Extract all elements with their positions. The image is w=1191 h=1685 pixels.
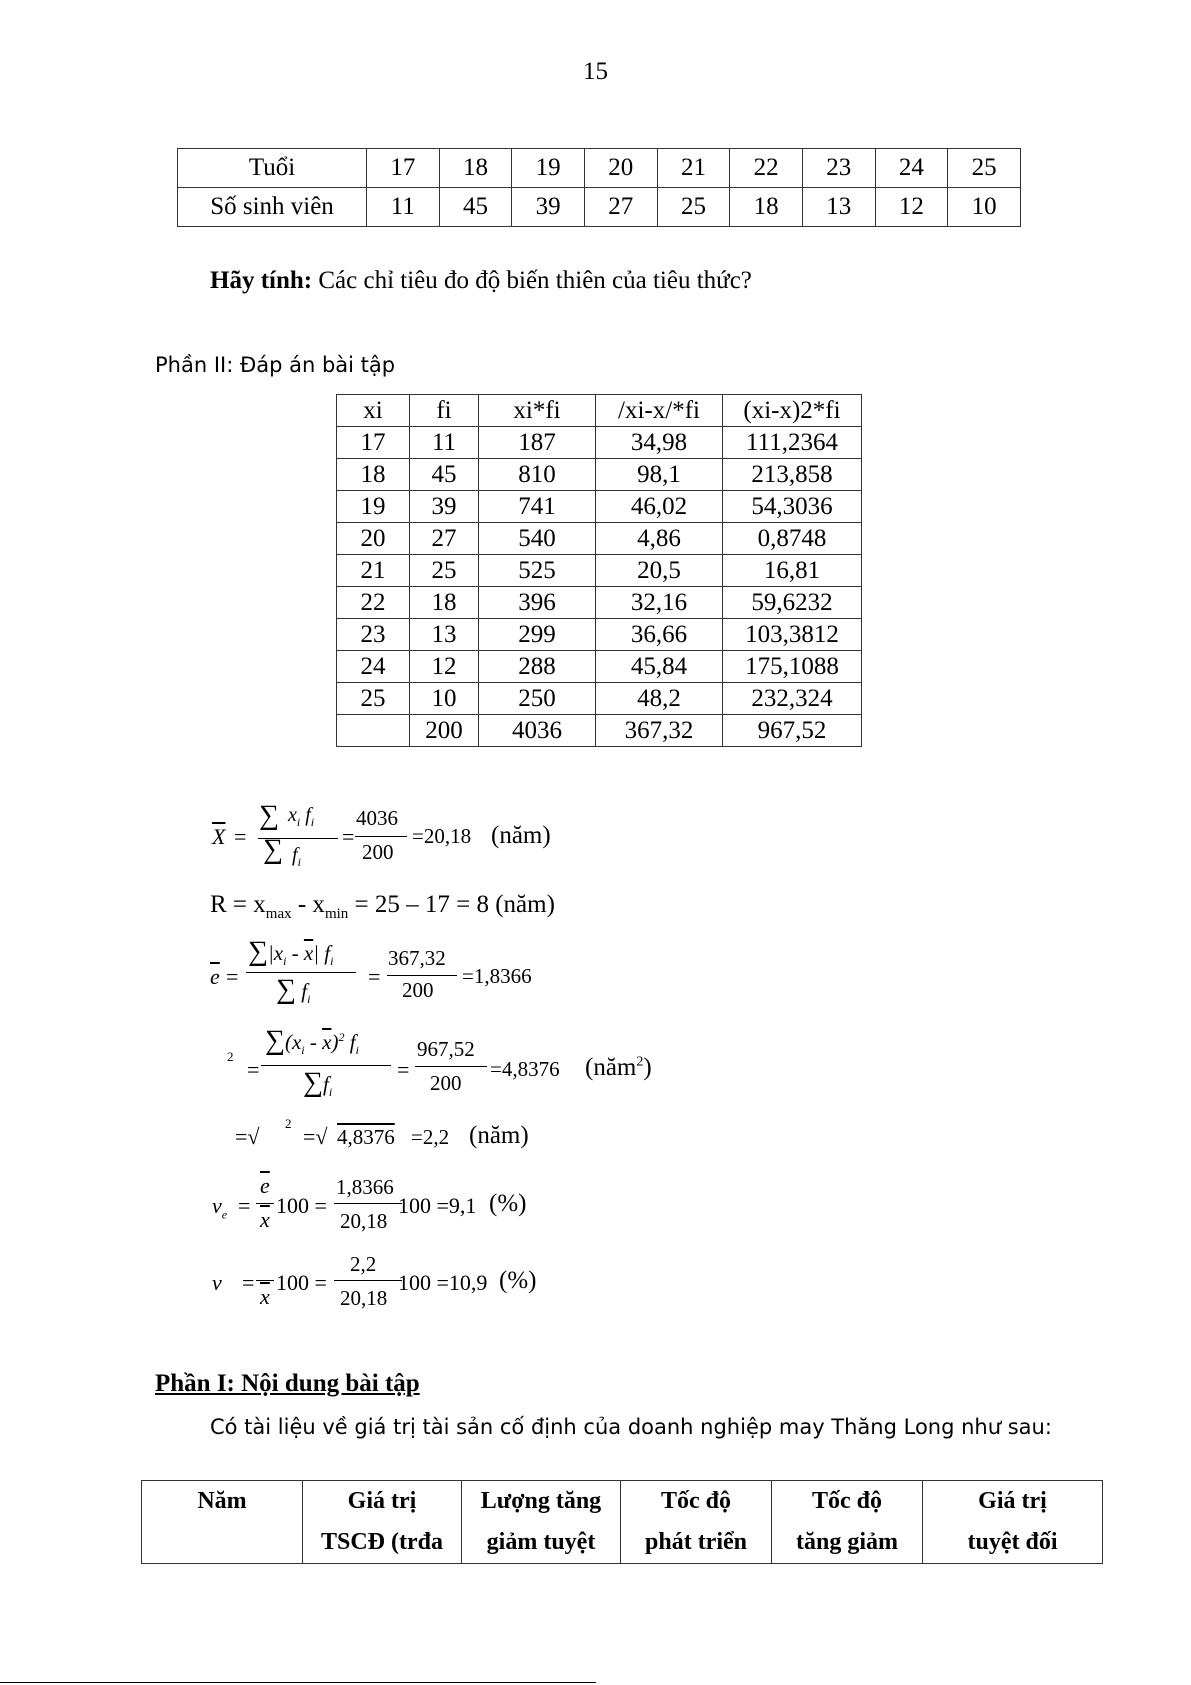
table-cell: 20	[337, 523, 410, 555]
table-cell: 396	[479, 587, 596, 619]
table-row	[337, 555, 862, 587]
fraction-bar	[256, 1203, 274, 1204]
table-cell: 4,86	[596, 523, 723, 555]
table-header-row	[142, 1481, 1103, 1564]
table-cell: 18	[730, 188, 803, 227]
table-cell: 20,5	[596, 555, 723, 587]
table-row	[178, 188, 1021, 227]
table-row	[337, 459, 862, 491]
table-cell: 103,3812	[723, 619, 862, 651]
fraction-bar	[334, 1203, 402, 1204]
cv-e-times: 100 =	[276, 1193, 327, 1218]
task-text: Các chỉ tiêu đo độ biến thiên của tiêu thức?	[312, 267, 752, 294]
answer-table	[336, 394, 862, 747]
table-row	[337, 651, 862, 683]
cv-e-numerator: 1,8366	[336, 1175, 394, 1199]
variance-denominator: 200	[430, 1071, 462, 1095]
stddev-radicand: 4,8376	[337, 1125, 395, 1149]
table-cell: 540	[479, 523, 596, 555]
intro-paragraph: Có tài liệu về giá trị tài sản cố định của doanh nghiệp may Thăng Long như sau:	[210, 1415, 1052, 1439]
variance-denominator-expr: $\sum f_i$	[303, 1067, 333, 1100]
stddev-superscript: 2	[285, 1116, 292, 1131]
part1-heading: Phần I: Nội dung bài tập	[155, 1370, 420, 1397]
formula-cv-e	[212, 1173, 552, 1243]
table-cell: Số sinh viên	[178, 188, 367, 227]
cv-sigma-denominator: 20,18	[340, 1286, 388, 1310]
cv-sigma-numerator: 2,2	[350, 1252, 377, 1276]
table-cell: 13	[802, 188, 875, 227]
answer-table-body	[337, 427, 862, 747]
table-header-cell: (xi-x)2*fi	[723, 395, 862, 427]
fraction-bar	[246, 972, 356, 973]
equals-sign: =	[242, 1270, 255, 1295]
unit-label: (năm$^2$)	[585, 1054, 652, 1081]
cv-sigma-symbol: v	[212, 1270, 222, 1295]
table-cell: 967,52	[723, 715, 862, 747]
table-header-cell: xi	[337, 395, 410, 427]
mean-result: =20,18	[412, 824, 472, 848]
table-cell: 10	[410, 683, 479, 715]
variance-result: =4,8376	[490, 1057, 560, 1081]
mad-numerator-expr: $\sum|x_i - \overline{x}|$ $f_i$	[248, 936, 334, 969]
cv-sigma-bottom: $\overline{x}$	[260, 1284, 270, 1309]
table-cell: 25	[948, 149, 1021, 188]
variance-superscript: 2	[227, 1049, 234, 1064]
table-cell: 12	[875, 188, 948, 227]
equals-sign: =	[238, 1193, 251, 1218]
table-row	[337, 587, 862, 619]
table-cell: 25	[337, 683, 410, 715]
table-cell: 24	[875, 149, 948, 188]
mad-denominator: 200	[402, 978, 434, 1002]
variance-numerator: 967,52	[417, 1037, 475, 1061]
table-cell: 20	[584, 149, 657, 188]
table-cell: 18	[337, 459, 410, 491]
table-cell: 16,81	[723, 555, 862, 587]
table-cell: 187	[479, 427, 596, 459]
cv-e-symbol: $v_e$	[212, 1193, 228, 1222]
mean-numerator: 4036	[356, 806, 398, 830]
fraction-bar	[256, 1280, 274, 1281]
table-row	[337, 491, 862, 523]
equals-sign: =	[368, 964, 381, 989]
mad-symbol: $\overline{e}$	[210, 964, 220, 989]
mean-num-x: $x_i$ $f_i$	[288, 804, 315, 829]
table-cell: 45,84	[596, 651, 723, 683]
table-cell: 45	[410, 459, 479, 491]
table-cell: 175,1088	[723, 651, 862, 683]
table-header-row	[337, 395, 862, 427]
unit-label: (năm)	[491, 822, 551, 849]
table-header-cell: fi	[410, 395, 479, 427]
table-cell: 232,324	[723, 683, 862, 715]
table-cell: 39	[512, 188, 585, 227]
cv-sigma-times: 100 =	[276, 1270, 327, 1295]
fraction-bar	[415, 1066, 487, 1067]
cv-sigma-result: 100 =10,9	[398, 1270, 488, 1295]
mad-numerator: 367,32	[388, 946, 446, 970]
sqrt-symbol: =√	[303, 1124, 328, 1149]
tscd-table	[141, 1480, 1103, 1564]
equals-sign: =	[247, 1057, 260, 1082]
table-cell: 25	[410, 555, 479, 587]
cv-e-bottom: $\overline{x}$	[260, 1207, 270, 1232]
formula-mean	[212, 800, 572, 880]
table-header-cell: xi*fi	[479, 395, 596, 427]
table-cell: 39	[410, 491, 479, 523]
formula-variance	[225, 1025, 665, 1105]
formula-stddev	[235, 1116, 565, 1160]
table-cell: 12	[410, 651, 479, 683]
table-cell: 25	[657, 188, 730, 227]
page-number: 15	[583, 58, 608, 85]
table-cell: 98,1	[596, 459, 723, 491]
formula-cv-sigma	[212, 1250, 552, 1320]
cv-e-top: $\overline{e}$	[260, 1173, 270, 1198]
table-cell: 17	[367, 149, 440, 188]
table-header-cell: /xi-x/*fi	[596, 395, 723, 427]
table-row	[337, 683, 862, 715]
mean-symbol: $\overline{X}$	[212, 824, 226, 849]
age-table	[177, 148, 1021, 227]
table-cell: 250	[479, 683, 596, 715]
unit-label: (%)	[489, 1190, 527, 1217]
table-cell: 4036	[479, 715, 596, 747]
table-cell: 810	[479, 459, 596, 491]
mad-result: =1,8366	[462, 964, 532, 988]
table-cell: 32,16	[596, 587, 723, 619]
table-row	[337, 523, 862, 555]
table-cell: 299	[479, 619, 596, 651]
cv-e-result: 100 =9,1	[398, 1193, 477, 1218]
table-header-cell: Giá trị tuyệt đối	[923, 1481, 1103, 1564]
table-row	[337, 619, 862, 651]
equals-sign: =	[397, 1057, 410, 1082]
table-cell: 23	[802, 149, 875, 188]
footnote-separator	[0, 1682, 596, 1683]
table-cell: 111,2364	[723, 427, 862, 459]
fraction-bar	[334, 1280, 402, 1281]
part2-heading: Phần II: Đáp án bài tập	[155, 353, 396, 377]
table-cell: 525	[479, 555, 596, 587]
table-cell: 18	[410, 587, 479, 619]
task-line	[210, 267, 752, 295]
table-cell: 46,02	[596, 491, 723, 523]
mad-denominator-expr: ∑ $f_i$	[276, 974, 311, 1007]
formula-mad	[210, 934, 550, 1014]
table-cell: 27	[584, 188, 657, 227]
table-cell: 19	[337, 491, 410, 523]
sum-symbol: ∑	[263, 834, 283, 865]
fraction-bar	[387, 975, 457, 976]
table-cell: 27	[410, 523, 479, 555]
table-cell: Tuổi	[178, 149, 367, 188]
table-cell: 22	[730, 149, 803, 188]
table-row	[337, 715, 862, 747]
table-cell	[337, 715, 410, 747]
equals-sign: =	[342, 824, 355, 849]
table-header-cell: Tốc độ tăng giảm	[772, 1481, 923, 1564]
table-cell: 213,858	[723, 459, 862, 491]
table-cell: 21	[657, 149, 730, 188]
table-cell: 21	[337, 555, 410, 587]
table-cell: 741	[479, 491, 596, 523]
sqrt-symbol: =√	[235, 1124, 260, 1149]
table-cell: 200	[410, 715, 479, 747]
table-header-cell: Năm	[142, 1481, 303, 1564]
table-cell: 45	[439, 188, 512, 227]
table-cell: 59,6232	[723, 587, 862, 619]
variance-numerator-expr: $\sum(x_i - \overline{x})^2$ $f_i$	[265, 1025, 359, 1058]
table-cell: 22	[337, 587, 410, 619]
unit-label: (%)	[499, 1267, 537, 1294]
sum-symbol: ∑	[259, 800, 279, 831]
table-cell: 23	[337, 619, 410, 651]
table-cell: 19	[512, 149, 585, 188]
table-cell: 17	[337, 427, 410, 459]
table-cell: 54,3036	[723, 491, 862, 523]
table-cell: 24	[337, 651, 410, 683]
table-header-cell: Tốc độ phát triển	[621, 1481, 772, 1564]
task-bold-label: Hãy tính:	[210, 267, 313, 294]
mean-denominator: 200	[362, 840, 394, 864]
table-cell: 11	[410, 427, 479, 459]
mean-den-f: $f_i$	[292, 844, 301, 869]
table-cell: 0,8748	[723, 523, 862, 555]
table-row	[337, 427, 862, 459]
fraction-bar	[355, 836, 407, 837]
formula-range: $R = x_{max} - x_{min} = 25 - 17 = 8$ (năm)	[210, 891, 555, 922]
table-row	[178, 149, 1021, 188]
fraction-bar	[261, 1065, 391, 1066]
table-cell: 48,2	[596, 683, 723, 715]
table-cell: 11	[367, 188, 440, 227]
table-cell: 288	[479, 651, 596, 683]
table-cell: 13	[410, 619, 479, 651]
stddev-result: =2,2	[411, 1125, 450, 1149]
table-cell: 36,66	[596, 619, 723, 651]
table-header-cell: Lượng tăng giảm tuyệt	[462, 1481, 621, 1564]
table-cell: 34,98	[596, 427, 723, 459]
table-cell: 18	[439, 149, 512, 188]
unit-label: (năm)	[469, 1122, 529, 1149]
equals-sign: =	[234, 824, 247, 849]
table-cell: 367,32	[596, 715, 723, 747]
table-cell: 10	[948, 188, 1021, 227]
table-header-cell: Giá trị TSCĐ (trđa	[303, 1481, 462, 1564]
equals-sign: =	[226, 964, 239, 989]
cv-e-denominator: 20,18	[340, 1209, 388, 1233]
